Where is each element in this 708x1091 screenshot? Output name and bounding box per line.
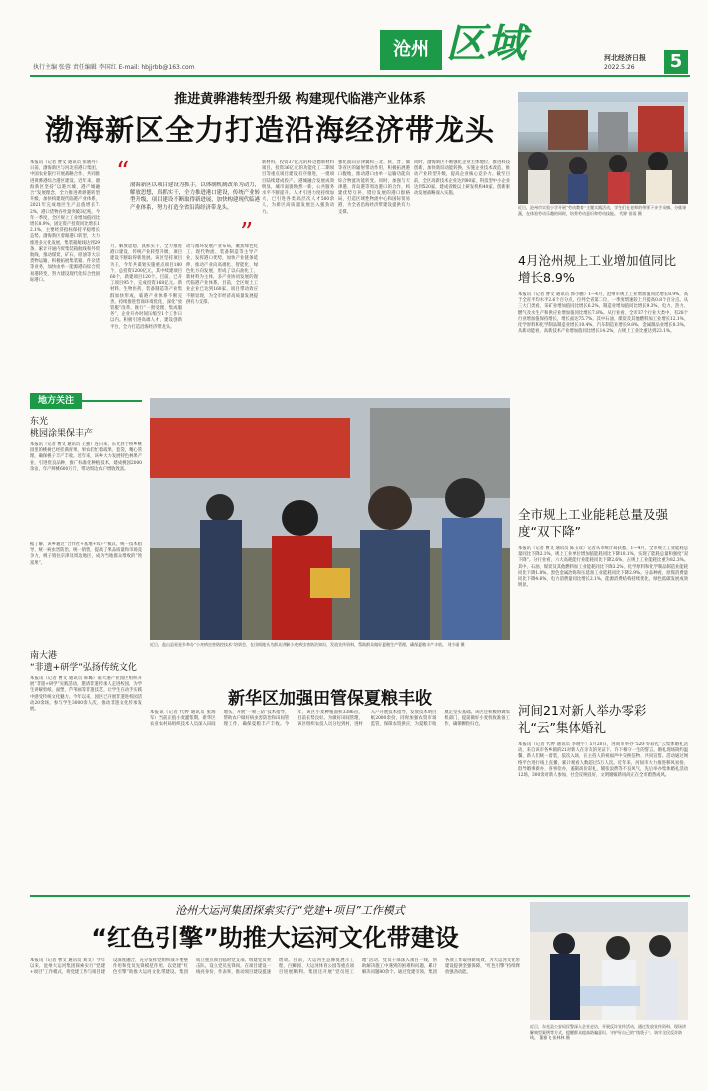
lead-col-1: 本报讯（记者 曹文 通讯员 张晓丹）日前，渤海新区与河北省港口集团、中国农业银行开展战略合作，共同推进黄骅港综合港区建设。近年来，渤海新区坚持“以港兴城、港产城融合”发展理念，全力推进黄骅港转型升级，加快构建现代临港产业体系，2021年完成地区生产总值增长7.2%，港口货物吞吐量突破3亿吨。今年一季度，全区规上工业增加值同比增长8.9%，固定资产投资同比增长12.1%，主要经济指标保持平稳增长态势。渤海新区着眼港口转型，大力推进多元化发展，集装箱航线达到29条，累计开通内贸集装箱航线和外贸航线，推动煤炭、矿石、原油等大宗货物运输，积极拓展集装箱、件杂货等业务，加快由单一能源港向综合贸易港转变，努力建设现代化综合性国际港口。	[30, 160, 100, 283]
brief2-title: 全市规上工业能耗总量及强度“双下降”	[518, 507, 669, 539]
feature-body-1b: 据了解，该乡通过“合作社+基地+农户”模式，统一技术指导、统一病虫害防治、统一销售，提高了果品质量和市场竞争力，桃子销往京津及周边地区，成为当地群众增收的“致富果”。	[30, 542, 142, 566]
feature-h2: 南大港	[30, 651, 58, 661]
brief3-body: 本报讯（记者 代婷 通讯员 李晓宇）5月20日，河间市举办“520·零彩礼”云集体婚礼活动，来自该市各乡镇的21对新人在亲友的见证下，许下相守一生的誓言。婚礼现场简约温馨，新人们统一着装，依次入场，在主持人的祝福声中交换信物、共同宣誓。活动通过网络平台进行线上直播，累计观看人数超过5万人次。近年来，河间市大力推进移风易俗，倡导婚事新办、喜事俭办，遏制高价彩礼、铺张浪费等不良风气，先后举办集体婚礼活动12场，300余对新人参加，社会反响良好，文明婚嫁新风尚正在全市蔚然成风。	[518, 742, 688, 779]
masthead	[0, 0, 708, 80]
photo3-caption-text: 近日，东光县公安局民警深入企业走访，开展反诈宣传活动，通过发放宣传资料、现场讲解典型案例等方式，提醒群众提高防骗意识，守护好自己的“钱袋子”，筑牢全民反诈防线。	[530, 1024, 686, 1041]
feature-label	[30, 393, 142, 409]
lead-kicker: 推进黄骅港转型升级 构建现代临港产业体系	[174, 92, 426, 107]
photo-illustration	[518, 92, 688, 204]
photo2-caption-text: 近日，盐山县星星乡举办“小麦病虫害防控技术”培训会，在田间地头为群众讲解小麦病虫害防治知识，发放宣传资料，帮助群众做好夏粮生产管理，确保夏粮丰产丰收。	[150, 642, 447, 647]
lead-col-5: 强化面向京津冀和三北、陕、晋、冀等省区的辐射带动作用，积极拓展港口腹地，推动港口由单一运输功能向综合物流功能转变。同时，加强与天津港、青岛港等周边港口的合作，构建优势互补、错位发展的港口群格局，打造区域性物流中心和国际贸易港，为全省沿海经济带建设提供有力支撑。	[338, 160, 410, 215]
lead-col-6: 同时，渤海新区不断强化企业主体地位，推进科技创新，加快新旧动能转换，实施企业技术改造，推动产业转型升级，提高企业核心竞争力。截至目前，全区高新技术企业达到80家，科技型中小企业达到520家，建成省级以上研发机构40家，创新驱动发展战略深入实施。	[414, 160, 510, 197]
lead-col-4: 新材料，投资37亿元的科迈德新材料项目，投资36亿元的功能化工二期项目等重点项目建设有序推进，一批项目陆续建成投产。港城融合发展成效明显，城市面貌焕然一新，公共服务水平不断提升。人才引进力度持续加大，已引进各类高层次人才500余人，为新区高质量发展注入强劲动力。	[262, 160, 334, 215]
feature-label-text: 地方关注	[30, 393, 82, 409]
story2-body: 本报讯（记者 代婷 通讯员 张海军）当前正值小麦灌浆期，新华区农业农村局组织技术人员深入田间地头，开展“一喷三防”技术指导，帮助农户做好病虫害防治和田间管理工作，确保夏粮丰产丰收。今年，该区小麦种植面积3386亩，目前长势良好。为做好田间管理，该区组织农技人员分包到村，进村入户开展技术指导，发放技术明白纸2000余份，同时加强农资市场监管，保障农资供应，为夏粮丰收奠定坚实基础。该区还积极协调农机部门，提前做好小麦机收准备工作，确保颗粒归仓。	[150, 710, 510, 728]
section-logo: 区域	[446, 20, 526, 67]
photo2-illustration	[150, 398, 510, 640]
issue-date: 2022.5.26	[604, 64, 635, 71]
feature-body-2: 本报讯（记者 曹文 通讯员 韩璐）南大港产业园区组织开展“非遗+研学”实践活动，邀请非遗传承人走进校园，为学生讲解剪纸、面塑、芦苇画等非遗技艺，让学生在动手实践中感受传统文化魅力。今年以来，园区已开展非遗进校园活动20余场，参与学生3000余人次，推动非遗文化传承发展。	[30, 676, 142, 713]
quote-close-icon: ”	[240, 218, 254, 248]
story2-title: 新华区加强田管保夏粮丰收	[228, 689, 432, 709]
lead-col-3: 动与循环发展产业布局，聚焦绿色化工、现代物流、装备制造等主导产业，发挥港口优势，加快产业链条延伸，推动产业向高端化、智能化、绿色化方向发展，形成了以石油化工、新材料为主体，多产业协同发展的现代临港产业体系。目前，全区规上工业企业已达到160家，项目带动效应不断显现，为全市经济高质量发展提供有力支撑。	[186, 244, 258, 305]
photo-students-labor	[518, 92, 688, 204]
bottom-title: “红色引擎”助推大运河文化带建设	[91, 924, 459, 952]
photo1-caption-text: 近日，沧州市实验小学开展“劳动教育”主题实践活动，学生们在老师的带领下亲手采摘、分拣果蔬，在体验劳动乐趣的同时，培养劳动意识和劳动技能。	[518, 205, 687, 216]
bottom-body: 本报讯（记者 曹文 通讯员 刘文）今年以来，沧州大运河集团探索实行“党建+项目”工作模式，将党建工作与项目建设深度融合，充分发挥党组织战斗堡垒作用和党员先锋模范作用，以党建“红色引擎”助推大运河文化带建设。集团成立重点项目临时党支部，组建党员突击队，设立党员先锋岗，在项目建设一线亮身份、作表率，推动项目建设提速增效。目前，大运河生态修复展示工程、百狮园、大运河体育公园等重点项目进展顺利。集团还开展“党员进工地”活动，党员干部深入项目一线，帮助解决施工中遇到的困难和问题，累计解决问题80余个。通过党建引领，集团各项工作取得新成效，为大运河文化带建设提供坚强保障，“红色引擎”持续释放强劲动能。	[30, 958, 520, 976]
brief3-title: 河间21对新人举办零彩礼“云”集体婚礼	[518, 703, 647, 735]
bottom-rule	[30, 895, 690, 897]
brief1-title: 4月沧州规上工业增加值同比增长8.9%	[518, 253, 676, 285]
lead-heading	[30, 82, 510, 147]
quote-mark-icon: “	[116, 157, 130, 187]
photo3-credit: 董雅飞 张林林 摄	[539, 1035, 570, 1041]
paper-name: 河北经济日报	[604, 54, 646, 62]
region-badge: 沧州	[380, 30, 442, 70]
photo3-caption	[530, 1024, 688, 1074]
masthead-byline: 执行主编 张蓉 责任编辑 李国红 E-mail: hbjjrbb@163.com	[33, 64, 195, 71]
feature-h1: 东光	[30, 417, 49, 427]
feature-h2-sub: “非遗+研学”弘扬传统文化	[30, 663, 137, 673]
feature-h1-sub: 桃园涂果保丰产	[30, 429, 94, 439]
photo1-caption	[518, 205, 688, 239]
lead-col-2: 力，解放思想，真抓实干，全力推进港口建设、传统产业转型升级、项目建设不断取得新进展。该区坚持项目为王，今年共谋划实施重点项目180个，总投资1200亿元，其中续建项目60个，新建项目120个。目前，已开工项目95个，完成投资168亿元。新材料、生物医药、装备制造等产业集群加快形成，临港产业体系不断完善。持续推进营商环境优化，深化“放管服”改革，推行“一窗受理、集成服务”，企业开办时间压缩至1个工作日以内。积极引进高端人才，建设创新平台，全力打造沿海经济带龙头。	[110, 244, 182, 330]
brief2-body: 本报讯（记者 曹文 通讯员 陈玉双）记者从市统计局获悉，1—4月，全市规上工业能耗总量同比下降2.1%，规上工业单位增加值能耗同比下降10.1%，实现了能耗总量和强度“双下降”。分行业看，六大高耗能行业能耗同比下降2.6%，占规上工业能耗比重为82.3%。其中，石油、煤炭及其他燃料加工业能耗同比下降3.2%，化学原料和化学制品制造业能耗同比下降1.8%，黑色金属冶炼和压延加工业能耗同比下降2.9%。分品种看，原煤消费量同比下降4.6%，电力消费量同比增长2.1%，能源消费结构持续优化，绿色低碳发展成效明显。	[518, 546, 688, 589]
bottom-kicker: 沧州大运河集团探索实行“党建+项目”工作模式	[175, 904, 405, 917]
masthead-rule	[30, 75, 690, 77]
photo3-illustration	[530, 902, 688, 1020]
feature-body-1: 本报讯（记者 曹文 通讯员 王强）连日来，东光县于桥乡桃园里的桃树已经挂满青果，果农们忙着疏果、套袋，精心管理，确保桃子丰产丰收。近年来，该乡大力发展特色林果产业，引进优良品种，推广标准化种植技术，建成桃园2000余亩，年产鲜桃600万斤，带动周边农户增收致富。	[30, 442, 142, 472]
lead-intro: 渤海新区以项目建设为抓手，以体制机制改革为动力，解放思想，真抓实干，全力推进港口建设，传统产业转型升级，项目建设不断取得新进展，加快构建现代临港产业体系，努力打造全省沿海经济带龙头。	[130, 182, 260, 211]
brief1-body: 本报讯（记者 曹文 通讯员 郭小鹏）1—4月，沧州市规上工业增加值同比增长8.9%，高于全省平均水平2.6个百分点，位列全省第二位，一季度增速较上月提高0.8个百分点。从三大门类看，采矿业增加值同比增长6.2%，制造业增加值同比增长9.3%，电力、热力、燃气及水生产和供应业增加值同比增长7.8%。从行业看，全市37个行业大类中，有28个行业增加值保持增长，增长面达75.7%。其中石油、煤炭及其他燃料加工业增长12.1%，化学原料和化学制品制造业增长10.4%，汽车制造业增长9.8%，金属制品业增长8.3%。从新动能看，高新技术产业增加值同比增长14.2%，占规上工业比重达到23.1%。	[518, 292, 688, 335]
photo1-credit: 代婷 田雨 摄	[619, 210, 642, 216]
page-number: 5	[664, 50, 688, 74]
photo2-caption	[150, 642, 510, 664]
photo-police-fraud	[530, 902, 688, 1020]
photo2-credit: 刘少丽 摄	[447, 642, 465, 647]
lead-title: 渤海新区全力打造沿海经济带龙头	[44, 113, 495, 147]
photo-wheat-training	[150, 398, 510, 640]
